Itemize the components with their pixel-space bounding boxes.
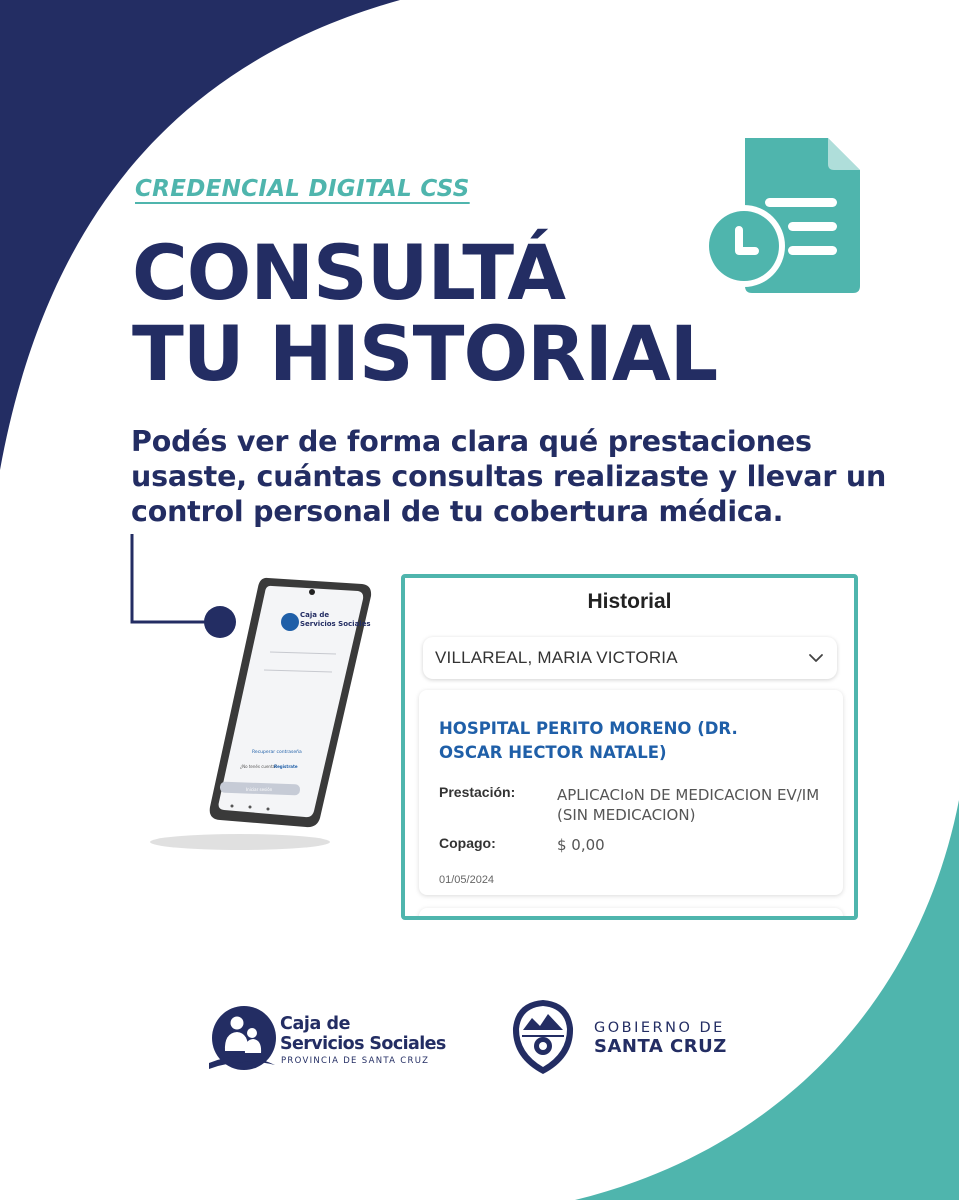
historial-title: Historial [587,590,672,613]
css-logo-line2: Servicios Sociales [280,1034,446,1054]
historial-entry[interactable] [419,690,843,895]
person-select[interactable] [423,637,837,679]
gobierno-line1: GOBIERNO DE [594,1020,725,1036]
phone-brand-line2: Servicios Sociales [300,620,371,628]
gobierno-line2: SANTA CRUZ [594,1036,727,1057]
entry-provider: HOSPITAL PERITO MORENO (DR. OSCAR HECTOR NATALE) [439,719,738,762]
historial-entry-next[interactable] [419,908,843,920]
person-select-value: VILLAREAL, MARIA VICTORIA [435,648,678,667]
phone-brand-line1: Caja de [300,611,330,619]
chevron-down-icon [807,649,825,667]
document-clock-icon [703,138,863,298]
description-text: Podés ver de forma clara qué prestaciones usaste, cuántas consultas realizaste y llevar un control personal de tu cobertura médica. [131,425,887,528]
phone-forgot-password: Recuperar contraseña [252,750,302,755]
prestacion-value: APLICACIoN DE MEDICACION EV/IM (SIN MEDICACION) [557,786,820,824]
phone-mockup [140,570,380,860]
copago-label: Copago: [439,835,496,851]
phone-login-button: Iniciar sesión [246,787,273,792]
copago-value: $ 0,00 [557,836,605,854]
gobierno-logo [510,998,750,1078]
headline-line-2: TU HISTORIAL [132,309,718,398]
phone-register-prompt: ¿No tenés cuenta? [240,764,278,769]
css-logo-line1: Caja de [280,1014,351,1034]
css-logo-subtitle: PROVINCIA DE SANTA CRUZ [281,1056,430,1066]
entry-date: 01/05/2024 [439,874,495,886]
historial-card [401,574,858,920]
phone-register-link: Registrate [274,764,298,769]
css-logo [207,1005,447,1075]
eyebrow-label: CREDENCIAL DIGITAL CSS [135,176,470,202]
headline [132,228,718,398]
prestacion-label: Prestación: [439,784,516,800]
provincial-seal-icon [510,998,576,1076]
headline-line-1: CONSULTÁ [132,228,566,317]
css-logo-icon [207,1005,277,1075]
